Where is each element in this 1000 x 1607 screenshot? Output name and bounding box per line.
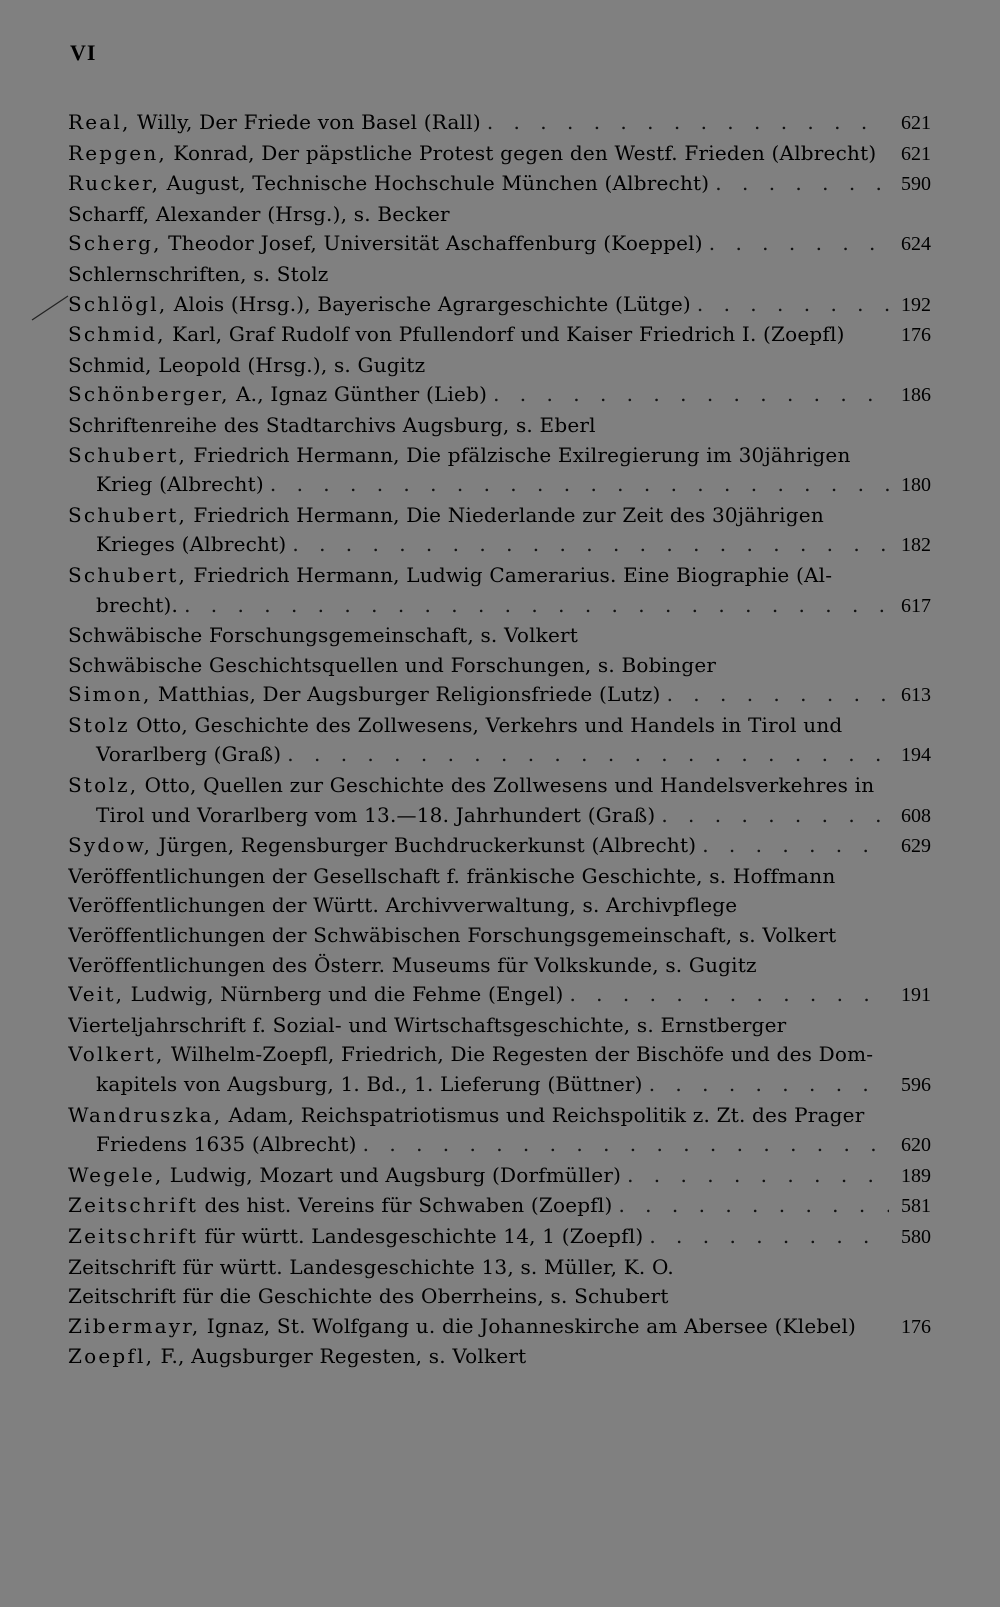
entry-line [68, 441, 931, 471]
entry-author: Simon, [68, 682, 152, 707]
index-entry [68, 621, 931, 651]
entry-text: Schwäbische Geschichtsquellen und Forschungen, s. Bobinger [68, 652, 717, 677]
entry-line [68, 380, 931, 411]
entry-line [68, 1253, 931, 1283]
entry-line [68, 801, 931, 832]
entry-text: Vorarlberg (Graß) [96, 742, 282, 767]
index-entry [68, 380, 931, 411]
index-entry [68, 320, 931, 351]
entry-line [68, 1282, 931, 1312]
pencil-mark [30, 292, 70, 322]
entry-text: Veröffentlichungen der Schwäbischen Forschungsgemeinschaft, s. Volkert [68, 923, 837, 948]
entry-text: Theodor Josef, Universität Aschaffenburg (Koeppel) [168, 231, 703, 256]
entry-page-number: 629 [901, 835, 931, 858]
entry-author: Repgen, [68, 140, 167, 165]
index-entry [68, 169, 931, 200]
entry-author: Zeitschrift [68, 1223, 199, 1248]
index-entry [68, 891, 931, 921]
entry-line [68, 891, 931, 921]
entry-text: Otto, Geschichte des Zollwesens, Verkehrs und Handels in Tirol und [136, 712, 843, 737]
entry-page-number: 613 [901, 684, 931, 707]
entry-line [68, 1101, 931, 1131]
entry-page-number: 580 [901, 1225, 931, 1248]
entry-line [68, 1161, 931, 1192]
entry-text: Alois (Hrsg.), Bayerische Agrargeschichte (Lütge) [173, 291, 691, 316]
entry-text: Willy, Der Friede von Basel (Rall) [136, 110, 481, 134]
entry-author: Stolz [68, 712, 130, 737]
entry-page-number: 596 [901, 1074, 931, 1096]
entry-text: brecht). [96, 592, 179, 617]
entry-page-number: 176 [901, 324, 931, 347]
entry-text: des hist. Vereins für Schwaben (Zoepfl) [204, 1193, 613, 1218]
leader-dots [569, 980, 889, 1010]
index-entry [68, 921, 931, 951]
leader-dots [487, 108, 889, 138]
leader-dots [649, 1222, 889, 1252]
entry-text: Karl, Graf Rudolf von Pfullendorf und Kaiser Friedrich I. (Zoepfl) [172, 322, 845, 347]
entry-line [68, 711, 931, 741]
entry-text: August, Technische Hochschule München (Albrecht) [166, 171, 710, 196]
entry-line [68, 1222, 931, 1253]
entry-author: Stolz, [68, 773, 139, 798]
index-entry [68, 951, 931, 981]
entry-line [68, 921, 931, 951]
index-entry [68, 139, 931, 170]
entry-text: Ludwig, Nürnberg und die Fehme (Engel) [130, 982, 564, 1007]
entry-text: A., Ignaz Günther (Lieb) [236, 382, 488, 407]
index-entry [68, 1253, 931, 1283]
index-entry [68, 1191, 931, 1222]
leader-dots [649, 1070, 889, 1100]
entry-page-number: 590 [901, 173, 931, 196]
index-entry [68, 1342, 931, 1372]
leader-dots [287, 740, 889, 770]
entry-page-number: 608 [901, 804, 931, 827]
index-entry [68, 108, 931, 139]
entry-author: Zeitschrift [68, 1193, 199, 1218]
entry-text: Krieg (Albrecht) [96, 472, 264, 497]
entry-line [68, 108, 931, 139]
entry-line [68, 831, 931, 862]
entry-line [68, 530, 931, 561]
entry-text: Ignaz, St. Wolfgang u. die Johanneskirche am Abersee (Klebel) [206, 1313, 857, 1338]
entry-text: Jürgen, Regensburger Buchdruckerkunst (Albrecht) [158, 833, 697, 858]
entry-text: Zeitschrift für die Geschichte des Oberrheins, s. Schubert [68, 1284, 669, 1309]
entry-line [68, 229, 931, 260]
entry-text: Veröffentlichungen der Württ. Archivverwaltung, s. Archivpflege [68, 893, 738, 918]
leader-dots [697, 290, 889, 320]
entry-line [68, 501, 931, 531]
entry-page-number: 186 [901, 384, 931, 407]
index-entry [68, 1161, 931, 1192]
entry-text: Tirol und Vorarlberg vom 13.—18. Jahrhundert (Graß) [96, 802, 656, 827]
index-entry [68, 351, 931, 381]
index-entry [68, 1011, 931, 1041]
entry-page-number: 621 [901, 112, 931, 134]
entry-line [68, 862, 931, 892]
entry-author: Zibermayr, [68, 1313, 201, 1338]
entry-text: Friedrich Hermann, Die pfälzische Exilregierung im 30jährigen [193, 442, 851, 467]
entry-text: Otto, Quellen zur Geschichte des Zollwesens und Handelsverkehres in [144, 773, 875, 798]
entry-line [68, 290, 931, 321]
entry-line [68, 351, 931, 381]
entry-page-number: 189 [901, 1164, 931, 1187]
entry-author: Schubert, [68, 562, 188, 587]
index-entry [68, 711, 931, 771]
index-list [68, 108, 931, 1372]
entry-line [68, 980, 931, 1011]
entry-author: Volkert, [68, 1042, 165, 1067]
index-entry [68, 651, 931, 681]
index-entry [68, 501, 931, 561]
leader-dots [702, 831, 889, 861]
entry-author: Wegele, [68, 1162, 164, 1187]
entry-line [68, 1040, 931, 1070]
index-entry [68, 441, 931, 501]
entry-line [68, 411, 931, 441]
entry-line [68, 139, 931, 170]
index-entry [68, 680, 931, 711]
index-entry [68, 200, 931, 230]
entry-author: Veit, [68, 982, 125, 1007]
entry-line [68, 591, 931, 622]
entry-author: Schönberger, [68, 382, 230, 407]
entry-author: Schubert, [68, 442, 188, 467]
index-entry [68, 561, 931, 621]
leader-dots [715, 169, 889, 199]
entry-text: kapitels von Augsburg, 1. Bd., 1. Lieferung (Büttner) [96, 1072, 643, 1096]
entry-text: Scharff, Alexander (Hrsg.), s. Becker [68, 201, 450, 226]
entry-text: Veröffentlichungen des Österr. Museums für Volkskunde, s. Gugitz [68, 952, 757, 977]
page-number: VI [70, 40, 97, 65]
entry-author: Schmid, [68, 322, 166, 347]
entry-page-number: 191 [901, 984, 931, 1007]
leader-dots [667, 680, 889, 710]
entry-page-number: 621 [901, 142, 931, 165]
leader-dots [292, 530, 889, 560]
entry-text: Adam, Reichspatriotismus und Reichspolitik z. Zt. des Prager [228, 1102, 865, 1127]
entry-page-number: 620 [901, 1134, 931, 1157]
entry-author: Schlögl, [68, 291, 168, 316]
leader-dots [493, 380, 889, 410]
index-entry [68, 771, 931, 831]
leader-dots [270, 470, 889, 500]
leader-dots [363, 1130, 889, 1160]
entry-author: Real, [68, 110, 131, 134]
entry-line [68, 771, 931, 801]
entry-line [68, 200, 931, 230]
leader-dots [618, 1191, 889, 1221]
index-entry [68, 260, 931, 290]
leader-dots [184, 591, 889, 621]
entry-page-number: 192 [901, 293, 931, 316]
entry-page-number: 176 [901, 1315, 931, 1338]
leader-dots [709, 229, 889, 259]
entry-line [68, 470, 931, 501]
index-entry [68, 862, 931, 892]
entry-text: Schlernschriften, s. Stolz [68, 261, 329, 286]
entry-page-number: 581 [901, 1195, 931, 1218]
index-entry [68, 290, 931, 321]
entry-text: Schmid, Leopold (Hrsg.), s. Gugitz [68, 352, 426, 377]
entry-text: Friedrich Hermann, Ludwig Camerarius. Eine Biographie (Al- [193, 562, 833, 587]
index-entry [68, 1282, 931, 1312]
entry-line [68, 1130, 931, 1161]
index-entry [68, 229, 931, 260]
entry-page-number: 194 [901, 744, 931, 767]
entry-line [68, 1191, 931, 1222]
index-entry [68, 411, 931, 441]
entry-line [68, 1312, 931, 1343]
leader-dots [627, 1161, 889, 1191]
entry-line [68, 621, 931, 651]
entry-author: Schubert, [68, 502, 188, 527]
entry-author: Rucker, [68, 171, 161, 196]
entry-text: Matthias, Der Augsburger Religionsfriede (Lutz) [157, 682, 661, 707]
entry-text: Konrad, Der päpstliche Protest gegen den Westf. Frieden (Albrecht) [173, 140, 877, 165]
entry-author: Sydow, [68, 833, 153, 858]
index-entry [68, 831, 931, 862]
entry-text: für württ. Landesgeschichte 14, 1 (Zoepfl) [204, 1223, 644, 1248]
entry-line [68, 1011, 931, 1041]
entry-line [68, 1342, 931, 1372]
entry-line [68, 1070, 931, 1101]
entry-page-number: 182 [901, 534, 931, 557]
entry-author: Scherg, [68, 231, 162, 256]
index-entry [68, 1312, 931, 1343]
entry-line [68, 680, 931, 711]
entry-text: Friedens 1635 (Albrecht) [96, 1132, 357, 1157]
index-entry [68, 1101, 931, 1161]
entry-text: F., Augsburger Regesten, s. Volkert [160, 1344, 527, 1369]
entry-text: Wilhelm-Zoepfl, Friedrich, Die Regesten der Bischöfe und des Dom- [170, 1042, 874, 1067]
entry-line [68, 561, 931, 591]
index-entry [68, 980, 931, 1011]
leader-dots [661, 801, 889, 831]
entry-line [68, 320, 931, 351]
entry-text: Veröffentlichungen der Gesellschaft f. fränkische Geschichte, s. Hoffmann [68, 863, 836, 888]
entry-text: Ludwig, Mozart und Augsburg (Dorfmüller) [169, 1162, 622, 1187]
index-entry [68, 1040, 931, 1100]
entry-author: Wandruszka, [68, 1102, 223, 1127]
entry-text: Vierteljahrschrift f. Sozial- und Wirtschaftsgeschichte, s. Ernstberger [68, 1012, 787, 1037]
entry-line [68, 651, 931, 681]
entry-line [68, 260, 931, 290]
index-entry [68, 1222, 931, 1253]
entry-page-number: 617 [901, 594, 931, 617]
entry-text: Schriftenreihe des Stadtarchivs Augsburg, s. Eberl [68, 412, 596, 437]
entry-line [68, 740, 931, 771]
entry-author: Zoepfl, [68, 1344, 155, 1369]
entry-page-number: 180 [901, 474, 931, 497]
entry-line [68, 951, 931, 981]
entry-text: Krieges (Albrecht) [96, 532, 287, 557]
entry-text: Friedrich Hermann, Die Niederlande zur Zeit des 30jährigen [193, 502, 824, 527]
entry-page-number: 624 [901, 233, 931, 256]
entry-text: Schwäbische Forschungsgemeinschaft, s. Volkert [68, 623, 579, 648]
entry-text: Zeitschrift für württ. Landesgeschichte 13, s. Müller, K. O. [68, 1254, 674, 1279]
entry-line [68, 169, 931, 200]
